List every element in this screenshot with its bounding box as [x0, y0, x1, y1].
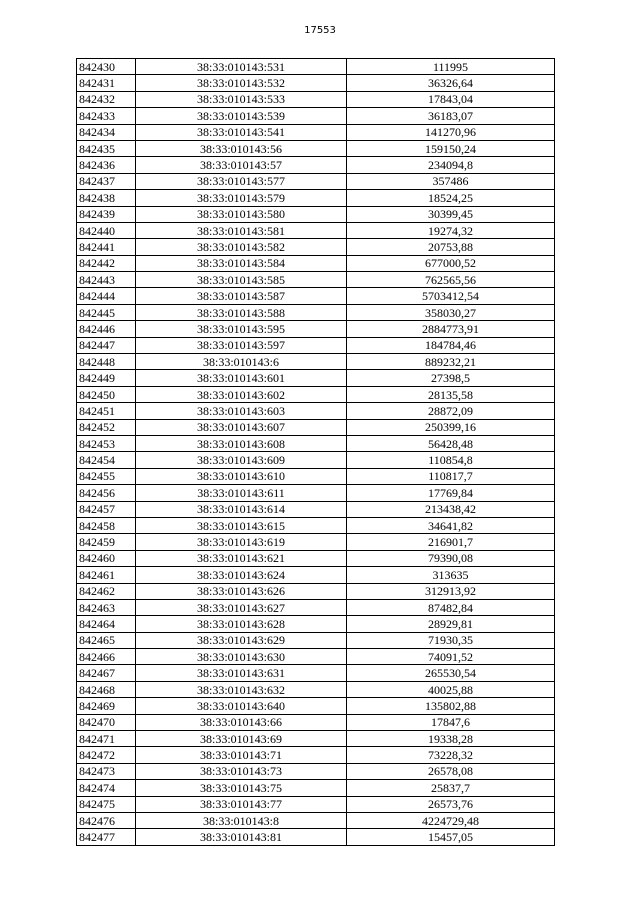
record-number-cell: 842470 — [77, 714, 136, 730]
cadastral-value-cell: 111995 — [347, 59, 555, 75]
record-number-cell: 842458 — [77, 517, 136, 533]
table-row — [77, 632, 555, 648]
cadastral-number-cell: 38:33:010143:627 — [136, 599, 347, 615]
cadastral-number-cell: 38:33:010143:609 — [136, 452, 347, 468]
record-number-cell: 842463 — [77, 599, 136, 615]
cadastral-number-cell: 38:33:010143:56 — [136, 140, 347, 156]
record-number-cell: 842445 — [77, 304, 136, 320]
record-number-cell: 842433 — [77, 108, 136, 124]
cadastral-value-cell: 18524,25 — [347, 190, 555, 206]
cadastral-value-cell: 36326,64 — [347, 75, 555, 91]
table-row — [77, 124, 555, 140]
table-row — [77, 190, 555, 206]
record-number-cell: 842434 — [77, 124, 136, 140]
cadastral-value-cell: 87482,84 — [347, 599, 555, 615]
record-number-cell: 842453 — [77, 435, 136, 451]
cadastral-value-cell: 26578,08 — [347, 763, 555, 779]
table-row — [77, 173, 555, 189]
cadastral-number-cell: 38:33:010143:628 — [136, 616, 347, 632]
record-number-cell: 842457 — [77, 501, 136, 517]
table-row — [77, 698, 555, 714]
table-row — [77, 272, 555, 288]
cadastral-value-cell: 28872,09 — [347, 403, 555, 419]
table-row — [77, 763, 555, 779]
table-row — [77, 222, 555, 238]
cadastral-value-cell: 265530,54 — [347, 665, 555, 681]
table-row — [77, 108, 555, 124]
table-row — [77, 829, 555, 845]
cadastral-value-table — [76, 58, 555, 846]
cadastral-number-cell: 38:33:010143:584 — [136, 255, 347, 271]
cadastral-number-cell: 38:33:010143:610 — [136, 468, 347, 484]
cadastral-value-cell: 17847,6 — [347, 714, 555, 730]
record-number-cell: 842450 — [77, 386, 136, 402]
table-row — [77, 354, 555, 370]
table-row — [77, 714, 555, 730]
table-row — [77, 386, 555, 402]
table-row — [77, 501, 555, 517]
table-row — [77, 337, 555, 353]
record-number-cell: 842473 — [77, 763, 136, 779]
record-number-cell: 842456 — [77, 485, 136, 501]
record-number-cell: 842464 — [77, 616, 136, 632]
record-number-cell: 842475 — [77, 796, 136, 812]
cadastral-value-cell: 56428,48 — [347, 435, 555, 451]
cadastral-number-cell: 38:33:010143:531 — [136, 59, 347, 75]
cadastral-value-cell: 135802,88 — [347, 698, 555, 714]
cadastral-number-cell: 38:33:010143:601 — [136, 370, 347, 386]
table-row — [77, 583, 555, 599]
record-number-cell: 842449 — [77, 370, 136, 386]
cadastral-number-cell: 38:33:010143:533 — [136, 91, 347, 107]
cadastral-value-cell: 4224729,48 — [347, 812, 555, 828]
cadastral-value-cell: 110817,7 — [347, 468, 555, 484]
record-number-cell: 842471 — [77, 731, 136, 747]
table-row — [77, 157, 555, 173]
cadastral-value-cell: 74091,52 — [347, 649, 555, 665]
cadastral-value-cell: 17843,04 — [347, 91, 555, 107]
table-body — [77, 59, 555, 846]
table-row — [77, 288, 555, 304]
record-number-cell: 842451 — [77, 403, 136, 419]
table-row — [77, 239, 555, 255]
cadastral-number-cell: 38:33:010143:631 — [136, 665, 347, 681]
record-number-cell: 842448 — [77, 354, 136, 370]
cadastral-value-cell: 25837,7 — [347, 780, 555, 796]
cadastral-value-cell: 677000,52 — [347, 255, 555, 271]
record-number-cell: 842459 — [77, 534, 136, 550]
record-number-cell: 842438 — [77, 190, 136, 206]
cadastral-value-cell: 216901,7 — [347, 534, 555, 550]
cadastral-number-cell: 38:33:010143:6 — [136, 354, 347, 370]
cadastral-number-cell: 38:33:010143:595 — [136, 321, 347, 337]
record-number-cell: 842466 — [77, 649, 136, 665]
record-number-cell: 842444 — [77, 288, 136, 304]
cadastral-value-cell: 34641,82 — [347, 517, 555, 533]
record-number-cell: 842468 — [77, 681, 136, 697]
record-number-cell: 842436 — [77, 157, 136, 173]
table-row — [77, 780, 555, 796]
cadastral-value-cell: 2884773,91 — [347, 321, 555, 337]
cadastral-value-cell: 5703412,54 — [347, 288, 555, 304]
cadastral-value-cell: 762565,56 — [347, 272, 555, 288]
cadastral-value-cell: 358030,27 — [347, 304, 555, 320]
table-row — [77, 616, 555, 632]
cadastral-value-cell: 213438,42 — [347, 501, 555, 517]
table-row — [77, 419, 555, 435]
cadastral-number-cell: 38:33:010143:608 — [136, 435, 347, 451]
record-number-cell: 842452 — [77, 419, 136, 435]
table-row — [77, 140, 555, 156]
table-row — [77, 534, 555, 550]
cadastral-number-cell: 38:33:010143:69 — [136, 731, 347, 747]
cadastral-number-cell: 38:33:010143:632 — [136, 681, 347, 697]
table-row — [77, 452, 555, 468]
cadastral-value-cell: 27398,5 — [347, 370, 555, 386]
cadastral-value-cell: 184784,46 — [347, 337, 555, 353]
record-number-cell: 842469 — [77, 698, 136, 714]
cadastral-value-cell: 15457,05 — [347, 829, 555, 845]
cadastral-number-cell: 38:33:010143:8 — [136, 812, 347, 828]
cadastral-number-cell: 38:33:010143:541 — [136, 124, 347, 140]
cadastral-number-cell: 38:33:010143:75 — [136, 780, 347, 796]
cadastral-number-cell: 38:33:010143:73 — [136, 763, 347, 779]
record-number-cell: 842455 — [77, 468, 136, 484]
record-number-cell: 842476 — [77, 812, 136, 828]
record-number-cell: 842472 — [77, 747, 136, 763]
table-row — [77, 796, 555, 812]
record-number-cell: 842432 — [77, 91, 136, 107]
record-number-cell: 842462 — [77, 583, 136, 599]
record-number-cell: 842440 — [77, 222, 136, 238]
record-number-cell: 842439 — [77, 206, 136, 222]
record-number-cell: 842477 — [77, 829, 136, 845]
cadastral-number-cell: 38:33:010143:640 — [136, 698, 347, 714]
cadastral-number-cell: 38:33:010143:582 — [136, 239, 347, 255]
table-row — [77, 304, 555, 320]
table-row — [77, 468, 555, 484]
cadastral-number-cell: 38:33:010143:539 — [136, 108, 347, 124]
cadastral-value-cell: 19338,28 — [347, 731, 555, 747]
table-row — [77, 681, 555, 697]
table-row — [77, 567, 555, 583]
cadastral-number-cell: 38:33:010143:587 — [136, 288, 347, 304]
cadastral-value-cell: 357486 — [347, 173, 555, 189]
table-row — [77, 435, 555, 451]
cadastral-number-cell: 38:33:010143:626 — [136, 583, 347, 599]
cadastral-number-cell: 38:33:010143:71 — [136, 747, 347, 763]
record-number-cell: 842454 — [77, 452, 136, 468]
cadastral-value-cell: 312913,92 — [347, 583, 555, 599]
cadastral-value-cell: 17769,84 — [347, 485, 555, 501]
cadastral-value-cell: 159150,24 — [347, 140, 555, 156]
cadastral-number-cell: 38:33:010143:630 — [136, 649, 347, 665]
record-number-cell: 842442 — [77, 255, 136, 271]
table-row — [77, 370, 555, 386]
record-number-cell: 842443 — [77, 272, 136, 288]
record-number-cell: 842431 — [77, 75, 136, 91]
cadastral-number-cell: 38:33:010143:615 — [136, 517, 347, 533]
page-number: 17553 — [304, 25, 336, 36]
record-number-cell: 842465 — [77, 632, 136, 648]
table-row — [77, 665, 555, 681]
table-row — [77, 59, 555, 75]
cadastral-number-cell: 38:33:010143:602 — [136, 386, 347, 402]
cadastral-value-cell: 19274,32 — [347, 222, 555, 238]
cadastral-value-cell: 73228,32 — [347, 747, 555, 763]
cadastral-number-cell: 38:33:010143:624 — [136, 567, 347, 583]
cadastral-number-cell: 38:33:010143:57 — [136, 157, 347, 173]
cadastral-value-cell: 313635 — [347, 567, 555, 583]
table-row — [77, 649, 555, 665]
record-number-cell: 842446 — [77, 321, 136, 337]
table-row — [77, 255, 555, 271]
cadastral-value-cell: 79390,08 — [347, 550, 555, 566]
record-number-cell: 842474 — [77, 780, 136, 796]
record-number-cell: 842430 — [77, 59, 136, 75]
cadastral-number-cell: 38:33:010143:621 — [136, 550, 347, 566]
cadastral-number-cell: 38:33:010143:581 — [136, 222, 347, 238]
table-row — [77, 599, 555, 615]
cadastral-number-cell: 38:33:010143:619 — [136, 534, 347, 550]
cadastral-number-cell: 38:33:010143:603 — [136, 403, 347, 419]
record-number-cell: 842461 — [77, 567, 136, 583]
record-number-cell: 842441 — [77, 239, 136, 255]
cadastral-number-cell: 38:33:010143:588 — [136, 304, 347, 320]
table-row — [77, 550, 555, 566]
table-row — [77, 75, 555, 91]
cadastral-value-cell: 141270,96 — [347, 124, 555, 140]
cadastral-value-cell: 71930,35 — [347, 632, 555, 648]
cadastral-value-cell: 234094,8 — [347, 157, 555, 173]
cadastral-value-cell: 36183,07 — [347, 108, 555, 124]
record-number-cell: 842447 — [77, 337, 136, 353]
cadastral-number-cell: 38:33:010143:81 — [136, 829, 347, 845]
cadastral-value-cell: 250399,16 — [347, 419, 555, 435]
cadastral-number-cell: 38:33:010143:597 — [136, 337, 347, 353]
cadastral-number-cell: 38:33:010143:532 — [136, 75, 347, 91]
table-row — [77, 403, 555, 419]
table-row — [77, 321, 555, 337]
table-row — [77, 91, 555, 107]
cadastral-value-cell: 26573,76 — [347, 796, 555, 812]
record-number-cell: 842437 — [77, 173, 136, 189]
cadastral-number-cell: 38:33:010143:585 — [136, 272, 347, 288]
table-row — [77, 206, 555, 222]
cadastral-value-cell: 889232,21 — [347, 354, 555, 370]
cadastral-value-cell: 28929,81 — [347, 616, 555, 632]
cadastral-number-cell: 38:33:010143:614 — [136, 501, 347, 517]
table-row — [77, 731, 555, 747]
cadastral-value-cell: 30399,45 — [347, 206, 555, 222]
table-row — [77, 517, 555, 533]
cadastral-number-cell: 38:33:010143:577 — [136, 173, 347, 189]
cadastral-number-cell: 38:33:010143:579 — [136, 190, 347, 206]
record-number-cell: 842467 — [77, 665, 136, 681]
cadastral-number-cell: 38:33:010143:629 — [136, 632, 347, 648]
record-number-cell: 842460 — [77, 550, 136, 566]
cadastral-number-cell: 38:33:010143:77 — [136, 796, 347, 812]
cadastral-value-cell: 20753,88 — [347, 239, 555, 255]
record-number-cell: 842435 — [77, 140, 136, 156]
cadastral-number-cell: 38:33:010143:66 — [136, 714, 347, 730]
cadastral-value-cell: 28135,58 — [347, 386, 555, 402]
cadastral-value-cell: 110854,8 — [347, 452, 555, 468]
table-row — [77, 747, 555, 763]
cadastral-number-cell: 38:33:010143:607 — [136, 419, 347, 435]
cadastral-number-cell: 38:33:010143:580 — [136, 206, 347, 222]
cadastral-value-cell: 40025,88 — [347, 681, 555, 697]
table-row — [77, 812, 555, 828]
table-row — [77, 485, 555, 501]
cadastral-number-cell: 38:33:010143:611 — [136, 485, 347, 501]
